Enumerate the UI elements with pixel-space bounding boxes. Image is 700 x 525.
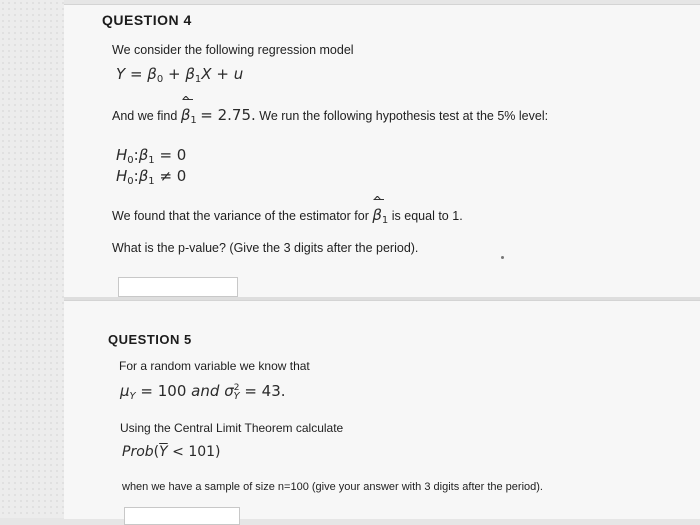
- probability-expression: $Prob(\overline{Y} < 101)$: [122, 444, 221, 460]
- regression-model: $Y = \beta_0 + \beta_1X + u$: [116, 65, 244, 85]
- variance-sentence: [112, 194, 463, 226]
- variance-suffix: is equal to 1.: [391, 209, 463, 223]
- beta-hat-symbol: ^ $\beta_1$: [180, 94, 197, 126]
- question-4-prompt: What is the p-value? (Give the 3 digits after the period).: [112, 241, 419, 255]
- question-4-block: [64, 4, 700, 298]
- question-5-intro: For a random variable we know that: [119, 359, 310, 373]
- beta-hat-symbol-2: ^ $\beta_1$: [372, 194, 389, 226]
- question-5-title: QUESTION 5: [108, 332, 192, 347]
- question-5-block: [64, 300, 700, 519]
- find-suffix: We run the following hypothesis test at the 5% level:: [259, 109, 549, 123]
- variance-prefix: We found that the variance of the estimator for: [112, 209, 369, 223]
- question-5-answer-input[interactable]: [124, 507, 240, 525]
- stray-dot: [501, 256, 504, 259]
- question-4-intro: We consider the following regression model: [112, 43, 354, 57]
- question-4-answer-input[interactable]: [118, 277, 238, 297]
- question-4-title: QUESTION 4: [102, 12, 192, 28]
- null-hypothesis: $H_0:\beta_1 = 0$: [116, 146, 187, 166]
- question-5-instruction: Using the Central Limit Theorem calculate: [120, 421, 344, 435]
- estimate-value: = 2.75.: [200, 106, 256, 124]
- sample-size-text: when we have a sample of size n=100 (give your answer with 3 digits after the period).: [122, 481, 543, 493]
- estimate-sentence: [112, 94, 549, 126]
- find-prefix: And we find: [112, 109, 178, 123]
- given-values: $\mu_Y = 100$ and $\sigma^2_Y = 43$.: [120, 382, 286, 402]
- alternative-hypothesis: $H_0:\beta_1 \ne 0$: [116, 167, 187, 187]
- left-sidebar: [0, 0, 64, 518]
